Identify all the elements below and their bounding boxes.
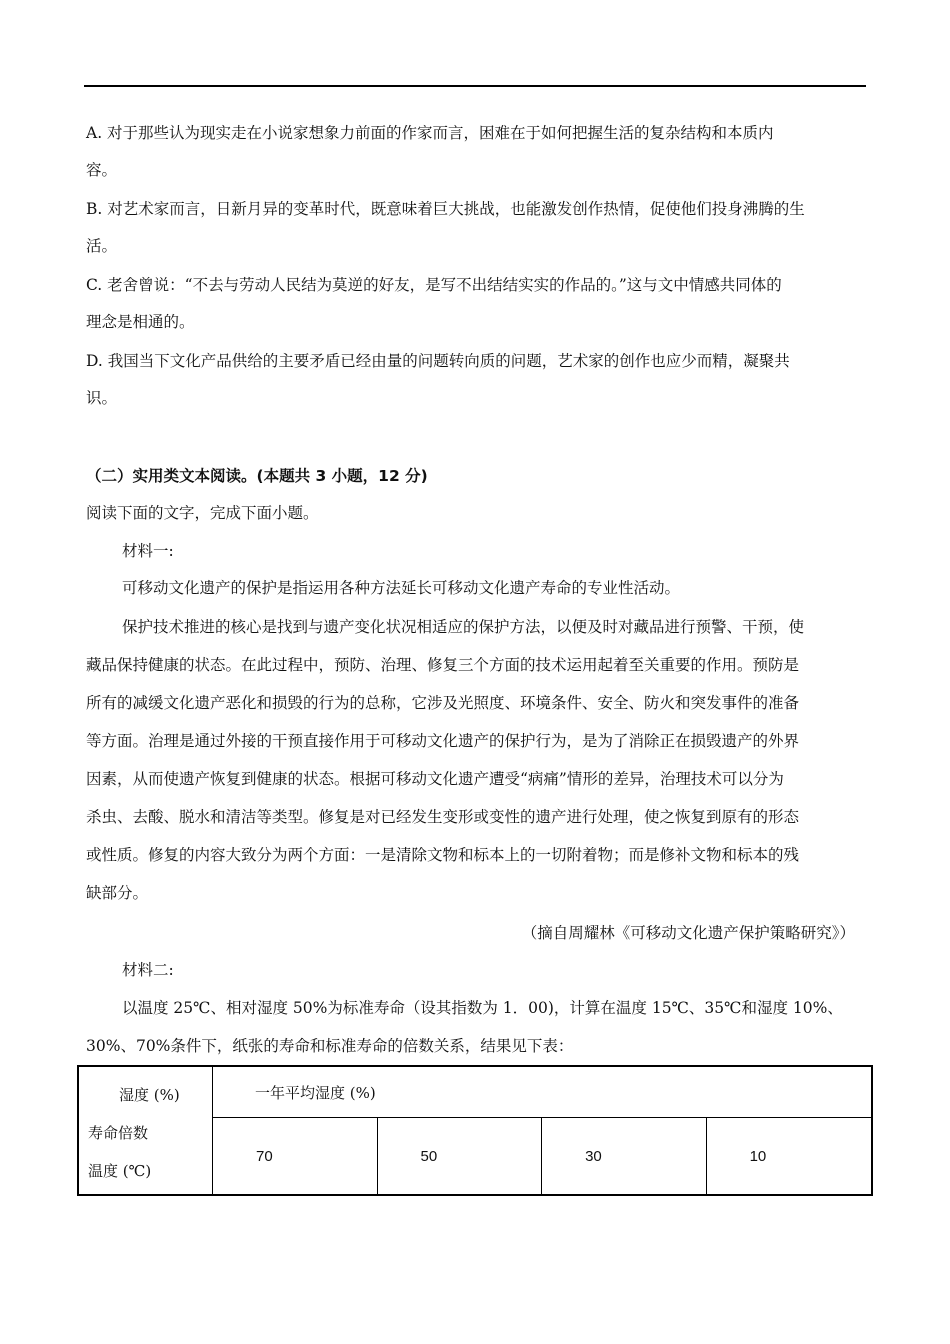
option-d-line1: D. 我国当下文化产品供给的主要矛盾已经由量的问题转向质的问题，艺术家的创作也应少而精，凝聚共 bbox=[86, 352, 790, 370]
material1-para2-line: 藏品保持健康的状态。在此过程中，预防、治理、修复三个方面的技术运用起着至关重要的作用。预防是 bbox=[86, 656, 800, 674]
material1-para2-line: 所有的减缓文化遗产恶化和损毁的行为的总称，它涉及光照度、环境条件、安全、防火和突发事件的准备 bbox=[86, 694, 800, 712]
material1-source: （摘自周耀林《可移动文化遗产保护策略研究》） bbox=[521, 924, 855, 942]
table-col-50: 50 bbox=[377, 1118, 542, 1196]
section-instruction: 阅读下面的文字，完成下面小题。 bbox=[86, 504, 319, 522]
corner-humidity-label: 湿度 (%) bbox=[119, 1085, 180, 1104]
material1-para2-line: 杀虫、去酸、脱水和清洁等类型。修复是对已经发生变形或变性的遗产进行处理，使之恢复到原有的形态 bbox=[86, 808, 800, 826]
material1-label: 材料一: bbox=[122, 542, 174, 560]
material1-para1: 可移动文化遗产的保护是指运用各种方法延长可移动文化遗产寿命的专业性活动。 bbox=[122, 579, 681, 597]
option-b-line1: B. 对艺术家而言，日新月异的变革时代，既意味着巨大挑战，也能激发创作热情，促使他们投身沸腾的生 bbox=[86, 200, 805, 218]
option-b-line2: 活。 bbox=[86, 237, 118, 255]
material1-para2-line: 等方面。治理是通过外接的干预直接作用于可移动文化遗产的保护行为，是为了消除正在损毁遗产的外界 bbox=[86, 732, 800, 750]
section-heading: （二）实用类文本阅读。(本题共 3 小题，12 分) bbox=[86, 467, 428, 485]
material1-para2-line: 缺部分。 bbox=[86, 884, 149, 902]
option-c-line1: C. 老舍曾说：“不去与劳动人民结为莫逆的好友，是写不出结结实实的作品的。”这与文中情感共同体的 bbox=[86, 276, 782, 294]
corner-temperature-label: 温度 (℃) bbox=[88, 1161, 152, 1180]
table-corner-cell bbox=[78, 1066, 213, 1195]
material1-para2-line: 或性质。修复的内容大致分为两个方面：一是清除文物和标本上的一切附着物；而是修补文物和标本的残 bbox=[86, 846, 800, 864]
option-a-line1: A. 对于那些认为现实走在小说家想象力前面的作家而言，困难在于如何把握生活的复杂结构和本质内 bbox=[86, 124, 774, 142]
material1-para2-line: 保护技术推进的核心是找到与遗产变化状况相适应的保护方法，以便及时对藏品进行预警、干预，使 bbox=[122, 618, 805, 636]
table-col-30: 30 bbox=[542, 1118, 707, 1196]
material2-label: 材料二: bbox=[122, 961, 174, 979]
material2-line2: 30%、70%条件下，纸张的寿命和标准寿命的倍数关系，结果见下表： bbox=[86, 1037, 574, 1055]
option-d-line2: 识。 bbox=[86, 389, 118, 407]
corner-life-label: 寿命倍数 bbox=[88, 1123, 149, 1142]
option-a-line2: 容。 bbox=[86, 161, 118, 179]
material2-line1: 以温度 25℃、相对湿度 50%为标准寿命（设其指数为 1．00)，计算在温度 15℃、35℃和湿度 10%、 bbox=[122, 999, 843, 1017]
material1-para2-line: 因素，从而使遗产恢复到健康的状态。根据可移动文化遗产遭受“病痛”情形的差异，治理技术可以分为 bbox=[86, 770, 784, 788]
table-col-10: 10 bbox=[706, 1118, 872, 1196]
option-c-line2: 理念是相通的。 bbox=[86, 313, 195, 331]
header-rule bbox=[84, 85, 866, 87]
table-header-humidity: 一年平均湿度 (%) bbox=[213, 1066, 873, 1118]
paper-life-table bbox=[77, 1065, 873, 1196]
table-col-70: 70 bbox=[213, 1118, 378, 1196]
